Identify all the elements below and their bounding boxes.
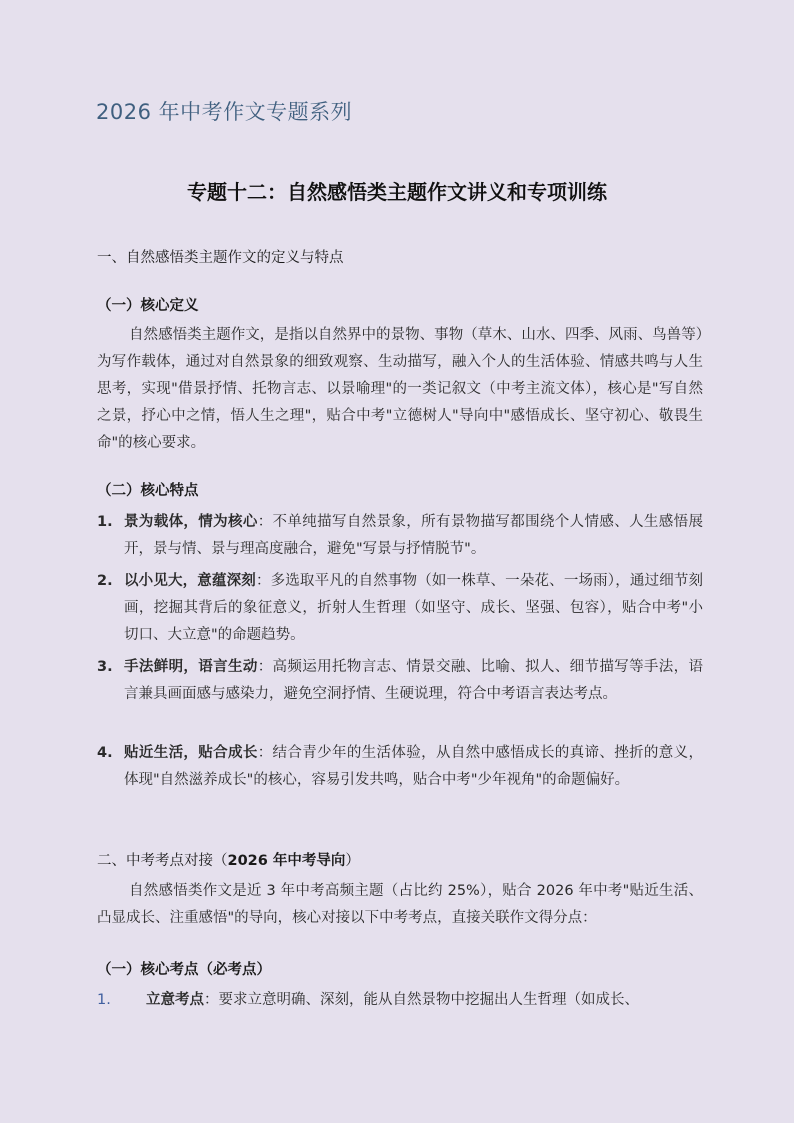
list-item-text: ：不单纯描写自然景象，所有景物描写都围绕个人情感、人生感悟展开，景与情、景与理高度融合，避免"写景与抒情脱节"。 — [124, 514, 704, 557]
section-2-sub-1-heading: （一）核心考点（必考点） — [97, 962, 271, 978]
list-item-text: ：高频运用托物言志、情景交融、比喻、拟人、细节描写等手法，语言兼具画面感与感染力，避免空洞抒情、生硬说理，符合中考语言表达考点。 — [124, 659, 704, 702]
list-item-text: ：多选取平凡的自然事物（如一株草、一朵花、一场雨），通过细节刻画，挖掘其背后的象征意义，折射人生哲理（如坚守、成长、坚强、包容），贴合中考"小切口、大立意"的命题趋势。 — [124, 573, 704, 643]
section-1-sub-2-heading: （二）核心特点 — [97, 483, 199, 499]
list-item-text: ：结合青少年的生活体验，从自然中感悟成长的真谛、挫折的意义，体现"自然滋养成长"的核心，容易引发共鸣，贴合中考"少年视角"的命题偏好。 — [124, 745, 704, 788]
feature-list-item — [97, 509, 703, 563]
section-2-heading-suffix: ） — [345, 853, 360, 869]
list-number: 1. — [97, 514, 113, 530]
series-title: 2026 年中考作文专题系列 — [96, 100, 353, 124]
main-title: 专题十二：自然感悟类主题作文讲义和专项训练 — [187, 180, 607, 204]
list-item-lead: 以小见大，意蕴深刻 — [124, 573, 256, 589]
list-item-text: ：要求立意明确、深刻，能从自然景物中挖掘出人生哲理（如成长、 — [204, 992, 639, 1008]
feature-list-item — [97, 568, 703, 649]
section-2-heading — [97, 849, 360, 870]
section-2-heading-bold: 2026 年中考导向 — [227, 853, 346, 869]
section-2-heading-prefix: 二、中考考点对接（ — [97, 853, 228, 869]
section-1-heading: 一、自然感悟类主题作文的定义与特点 — [97, 250, 344, 266]
core-definition-paragraph: 自然感悟类主题作文，是指以自然界中的景物、事物（草木、山水、四季、风雨、鸟兽等）为写作载体，通过对自然景象的细致观察、生动描写，融入个人的生活体验、情感共鸣与人生思考，实现"借景抒情、托物言志、以景喻理"的一类记叙文（中考主流文体），核心是"写自然之景，抒心中之情，悟人生之理"，贴合中考"立德树人"导向中"感悟成长、坚守初心、敬畏生命"的核心要求。 — [97, 327, 703, 451]
exam-points-paragraph: 自然感悟类作文是近 3 年中考高频主题（占比约 25%），贴合 2026 年中考"贴近生活、凸显成长、注重感悟"的导向，核心对接以下中考考点，直接关联作文得分点： — [97, 883, 703, 926]
feature-list-item — [97, 740, 703, 794]
feature-list-item — [97, 654, 703, 708]
list-item-lead: 立意考点 — [146, 992, 204, 1008]
exam-point-list-item — [97, 987, 703, 1014]
list-item-lead: 手法鲜明，语言生动 — [124, 659, 258, 675]
list-number: 3. — [97, 659, 113, 675]
section-1-sub-1-heading: （一）核心定义 — [97, 298, 199, 314]
list-item-lead: 贴近生活，贴合成长 — [124, 745, 258, 761]
list-item-lead: 景为载体，情为核心 — [124, 514, 258, 530]
list-number: 1. — [97, 992, 111, 1008]
list-number: 4. — [97, 745, 113, 761]
list-number: 2. — [97, 573, 113, 589]
